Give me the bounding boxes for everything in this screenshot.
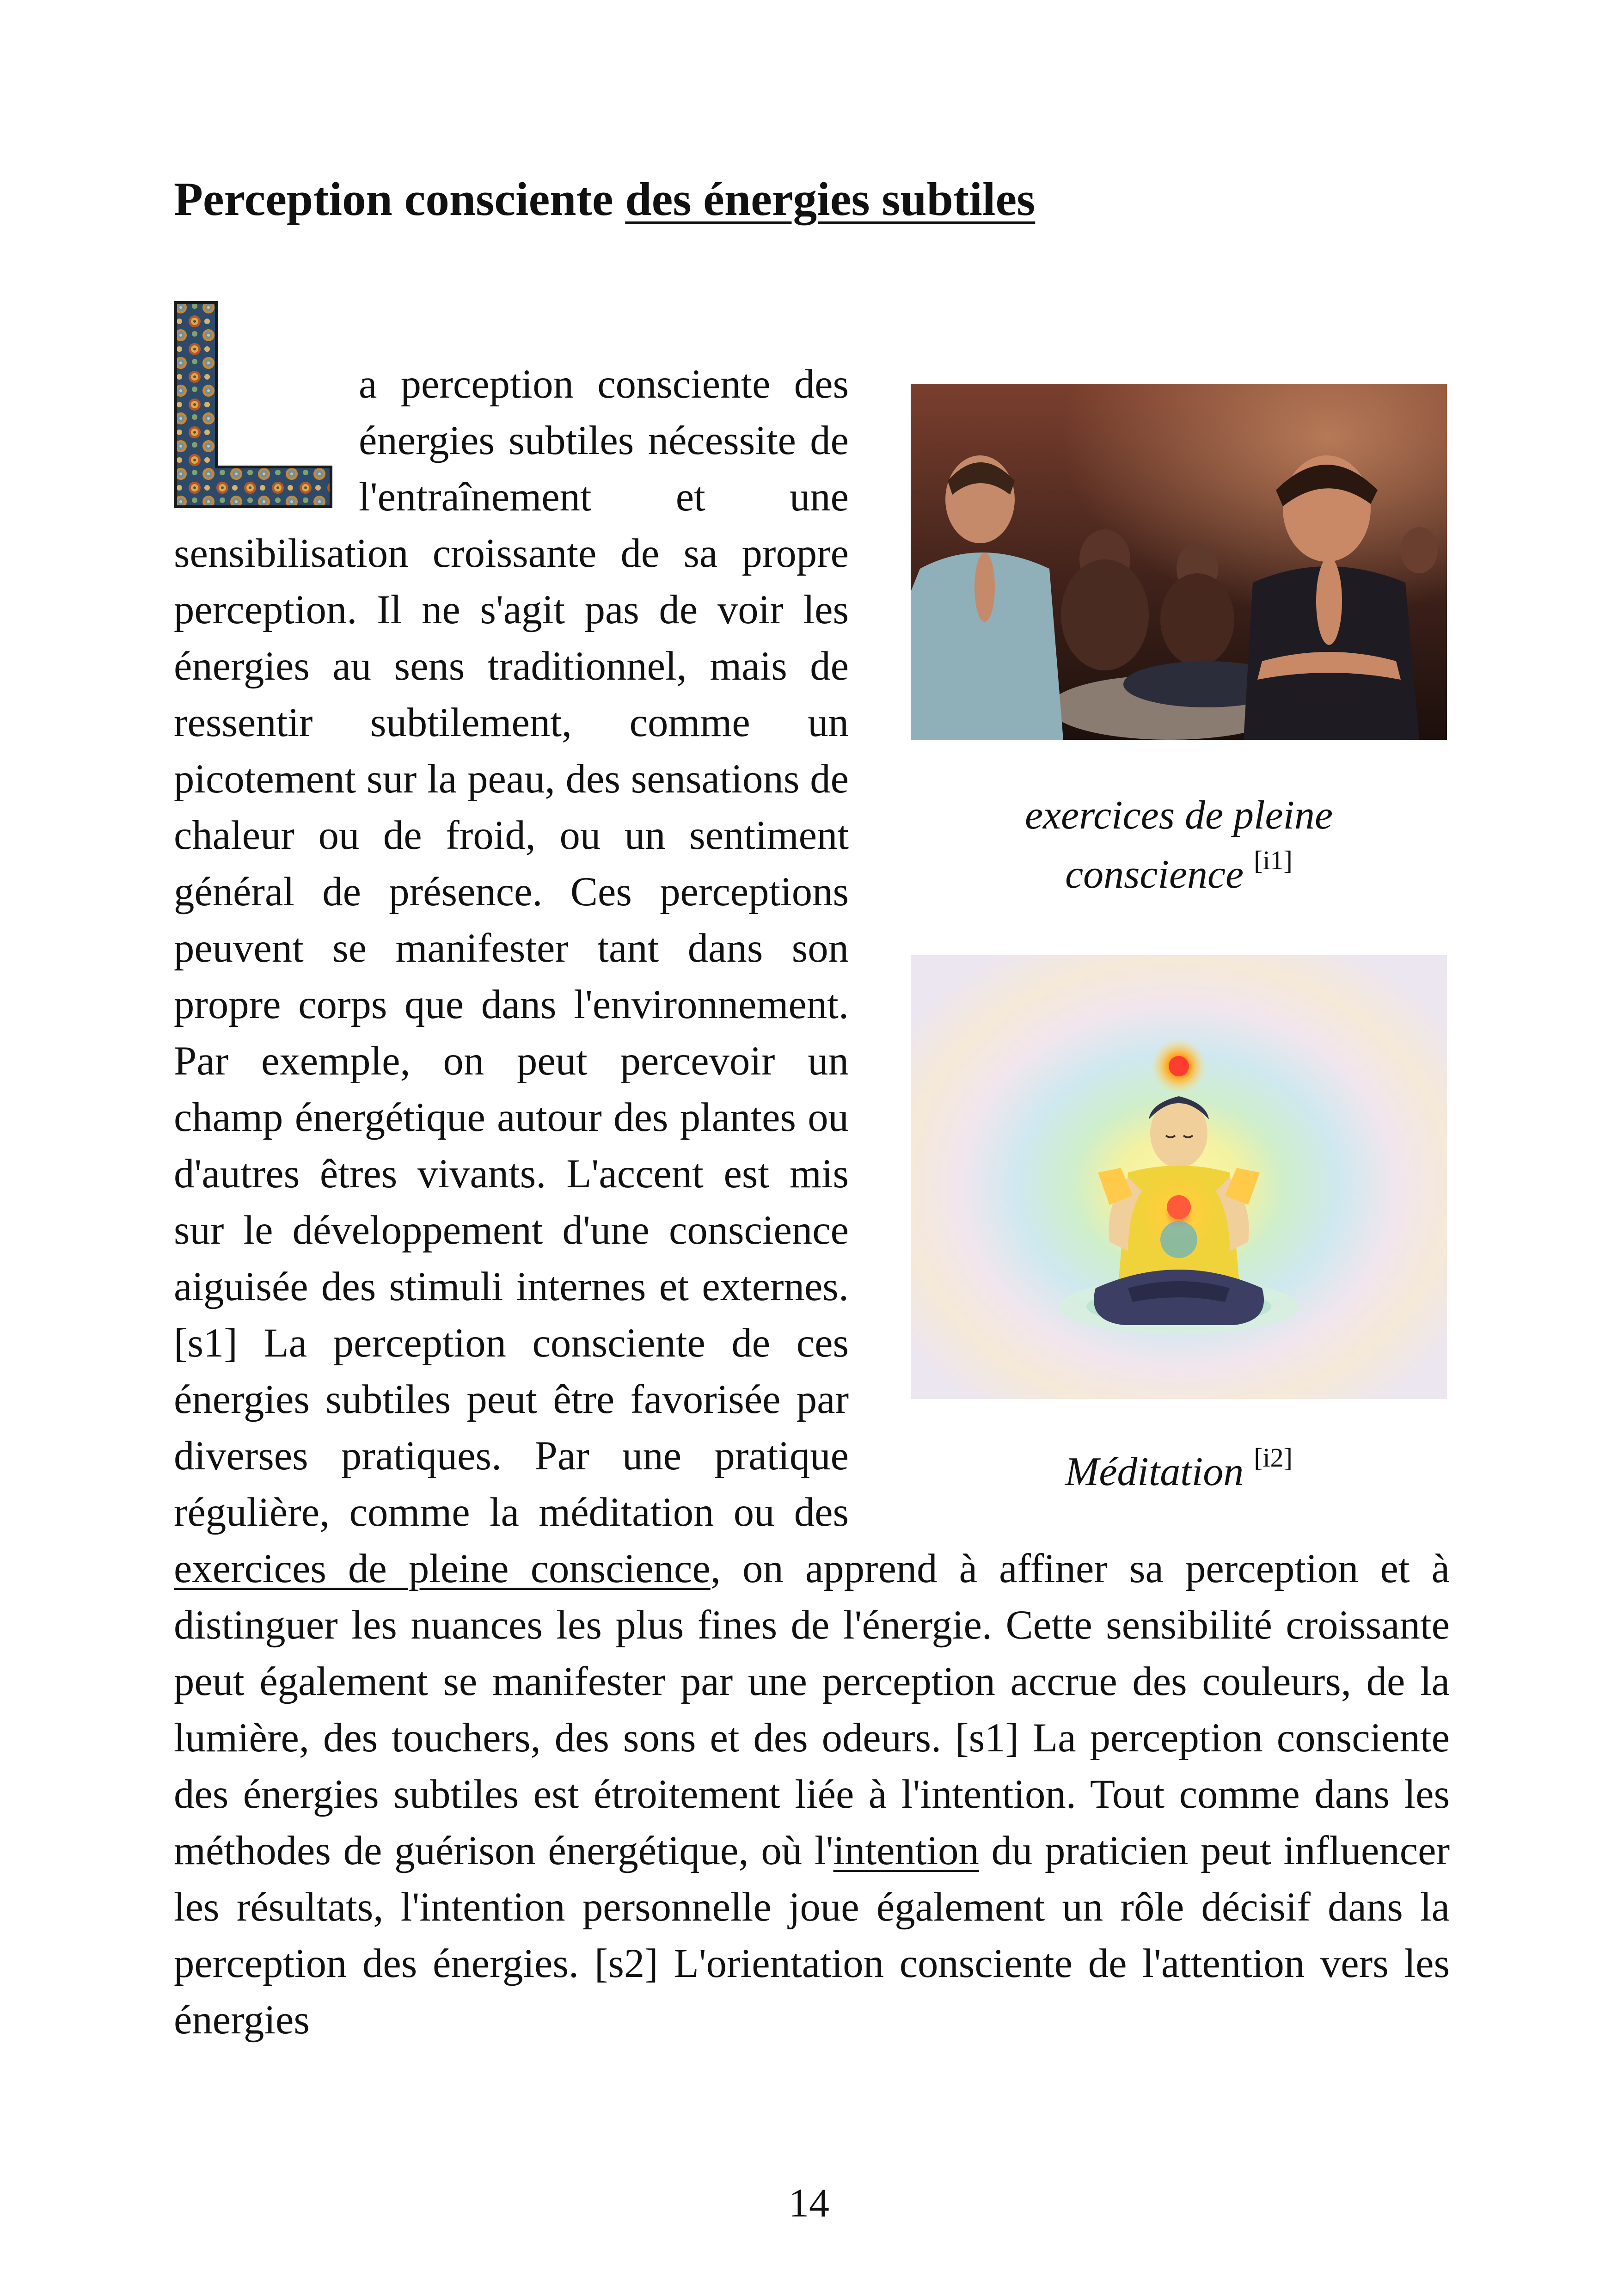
paragraph-text-1: a perception consciente des énergies subtiles nécessite de l'entraînement et une sensibilisation croissante de sa propre perception. Il ne s'agit pas de voir les énergies au sens traditionnel, mais de ressentir subtilement, comme un picotement sur la peau, des sensations de chaleur ou de froid, ou un sentiment général de présence. Ces perceptions peuvent se manifester tant dans son propre corps que dans l'environnement. Par exemple, on peut percevoir un champ énergétique autour des plantes ou d'autres êtres vivants. L'accent est mis sur le développement d'une conscience aiguisée des stimuli internes et externes. [s1] La perception consciente de ces énergies subtiles peut être favorisée par diverses pratiques. Par une pratique régulière, comme la méditation ou des [174, 362, 849, 1535]
heading-link[interactable]: des énergies subtiles [625, 173, 1036, 226]
figure-meditation-illustration [911, 955, 1447, 1399]
figure-1-caption-line-2 [911, 845, 1447, 904]
figure-mindfulness-photo [911, 384, 1447, 740]
figure-2-caption-text: Méditation [1065, 1449, 1244, 1494]
figure-1-reference[interactable]: [i1] [1254, 845, 1293, 875]
section-heading [174, 171, 1035, 228]
page-number: 14 [789, 2181, 829, 2226]
link-exercices-pleine-conscience[interactable]: exercices de pleine conscience [174, 1546, 711, 1591]
figure-1-caption [911, 786, 1447, 904]
paragraph-text-3: du praticien peut influencer les résultats, l'intention personnelle joue également un rôle décisif dans la perception des énergies. [s2] L'orientation consciente de l'attention vers les énergies [174, 1828, 1450, 2043]
figure-2-reference[interactable]: [i2] [1254, 1443, 1293, 1473]
paragraph-text-2: , on apprend à affiner sa perception et à distinguer les nuances les plus fines de l'énergie. Cette sensibilité croissante peut également se manifester par une perception accrue des couleurs, de la lumière, des touchers, des sons et des odeurs. [s1] La perception consciente des énergies subtiles est étroitement liée à l'intention. Tout comme dans les méthodes de guérison énergétique, où l' [174, 1546, 1450, 1873]
drop-cap-letter-l [174, 301, 359, 509]
figure-1-caption-line-1: exercices de pleine [1024, 793, 1333, 838]
link-intention[interactable]: intention [833, 1828, 979, 1873]
heading-part-1: Perception consciente [174, 173, 625, 226]
meditation-chakra-illustration-icon [911, 955, 1447, 1399]
paisley-pattern-drop-cap-icon [174, 301, 333, 509]
figure-2-caption [911, 1443, 1447, 1502]
figure-1-caption-word: conscience [1065, 852, 1244, 897]
meditation-class-photo-icon [911, 384, 1447, 740]
